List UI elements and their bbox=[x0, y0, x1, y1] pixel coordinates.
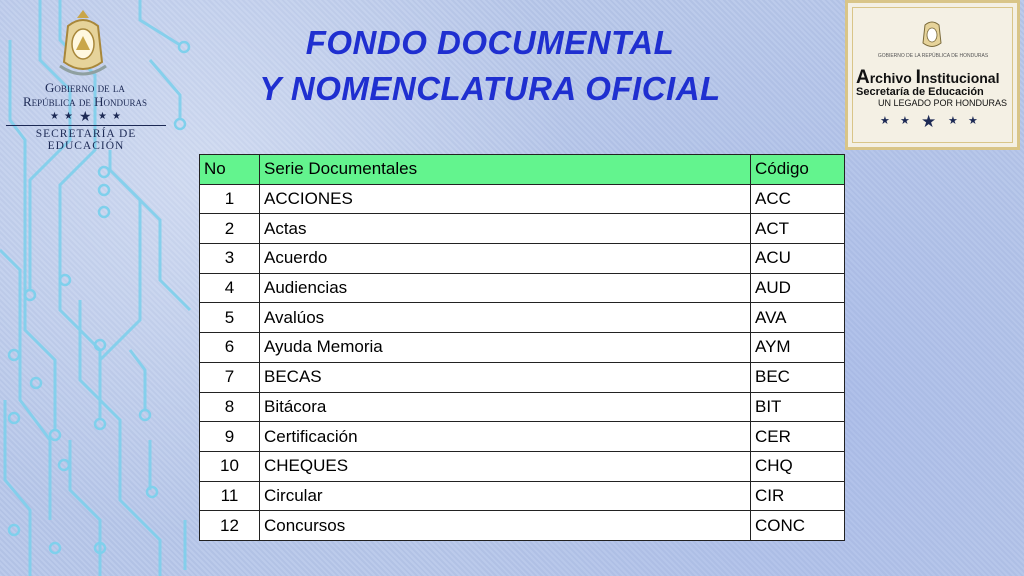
cell-no: 10 bbox=[200, 451, 260, 481]
cell-codigo: ACT bbox=[751, 214, 845, 244]
cell-no: 11 bbox=[200, 481, 260, 511]
cell-no: 9 bbox=[200, 422, 260, 452]
cell-codigo: AVA bbox=[751, 303, 845, 333]
stars-icon bbox=[878, 109, 988, 129]
svg-text:★: ★ bbox=[50, 111, 59, 122]
table-row bbox=[200, 184, 845, 214]
cell-codigo: BIT bbox=[751, 392, 845, 422]
cell-serie: Ayuda Memoria bbox=[260, 333, 751, 363]
table-row bbox=[200, 481, 845, 511]
nomenclature-table bbox=[199, 154, 845, 541]
cell-codigo: CONC bbox=[751, 511, 845, 541]
stars-icon bbox=[48, 108, 128, 122]
badge-initial-i: I bbox=[915, 67, 921, 88]
svg-text:★: ★ bbox=[968, 114, 978, 127]
cell-serie: Acuerdo bbox=[260, 244, 751, 274]
table-row bbox=[200, 392, 845, 422]
cell-serie: Actas bbox=[260, 214, 751, 244]
badge-archivo-rest: rchivo bbox=[869, 70, 916, 86]
government-line-1: Gobierno de la bbox=[45, 80, 125, 95]
cell-codigo: AUD bbox=[751, 273, 845, 303]
svg-text:★: ★ bbox=[880, 114, 890, 127]
cell-codigo: ACU bbox=[751, 244, 845, 274]
header-serie: Serie Documentales bbox=[260, 155, 751, 185]
cell-serie: BECAS bbox=[260, 362, 751, 392]
government-line-2: República de Honduras bbox=[22, 94, 148, 109]
cell-serie: ACCIONES bbox=[260, 184, 751, 214]
cell-no: 12 bbox=[200, 511, 260, 541]
cell-codigo: ACC bbox=[751, 184, 845, 214]
cell-serie: CHEQUES bbox=[260, 451, 751, 481]
svg-text:★: ★ bbox=[112, 111, 121, 122]
cell-no: 3 bbox=[200, 244, 260, 274]
cell-no: 4 bbox=[200, 273, 260, 303]
cell-no: 1 bbox=[200, 184, 260, 214]
table-row bbox=[200, 451, 845, 481]
table-row bbox=[200, 214, 845, 244]
cell-serie: Audiencias bbox=[260, 273, 751, 303]
svg-text:★: ★ bbox=[79, 109, 92, 122]
cell-no: 7 bbox=[200, 362, 260, 392]
cell-serie: Circular bbox=[260, 481, 751, 511]
badge-secretaria: Secretaría de Educación bbox=[856, 86, 984, 98]
cell-codigo: CER bbox=[751, 422, 845, 452]
table-row bbox=[200, 422, 845, 452]
cell-codigo: AYM bbox=[751, 333, 845, 363]
cell-no: 5 bbox=[200, 303, 260, 333]
badge-legado: UN LEGADO POR HONDURAS bbox=[878, 98, 1008, 108]
cell-codigo: CIR bbox=[751, 481, 845, 511]
svg-text:★: ★ bbox=[948, 114, 958, 127]
header-no: No bbox=[200, 155, 260, 185]
table-row bbox=[200, 273, 845, 303]
badge-initial-a: A bbox=[856, 67, 870, 88]
coat-of-arms-icon bbox=[920, 17, 944, 51]
header-codigo: Código bbox=[751, 155, 845, 185]
cell-serie: Concursos bbox=[260, 511, 751, 541]
svg-text:★: ★ bbox=[64, 111, 73, 122]
svg-text:★: ★ bbox=[900, 114, 910, 127]
cell-codigo: BEC bbox=[751, 362, 845, 392]
cell-serie: Avalúos bbox=[260, 303, 751, 333]
table-header-row bbox=[200, 155, 845, 185]
secretaria-label: SECRETARÍA DE EDUCACIÓN bbox=[6, 125, 166, 152]
table-row bbox=[200, 303, 845, 333]
government-logo bbox=[0, 0, 170, 150]
cell-no: 8 bbox=[200, 392, 260, 422]
table-row bbox=[200, 244, 845, 274]
table-row bbox=[200, 333, 845, 363]
svg-text:★: ★ bbox=[921, 112, 937, 129]
page-title-line-2: Y NOMENCLATURA OFICIAL bbox=[259, 70, 721, 107]
archivo-institucional-badge bbox=[845, 0, 1020, 150]
cell-no: 6 bbox=[200, 333, 260, 363]
svg-text:★: ★ bbox=[98, 111, 107, 122]
cell-serie: Bitácora bbox=[260, 392, 751, 422]
badge-gov-text: GOBIERNO DE LA REPÚBLICA DE HONDURAS bbox=[877, 53, 989, 59]
cell-codigo: CHQ bbox=[751, 451, 845, 481]
coat-of-arms-icon bbox=[56, 6, 110, 78]
page-title-line-1: FONDO DOCUMENTAL bbox=[305, 24, 675, 61]
cell-serie: Certificación bbox=[260, 422, 751, 452]
table-row bbox=[200, 362, 845, 392]
badge-institucional-rest: nstitucional bbox=[920, 70, 1000, 86]
table-row bbox=[200, 511, 845, 541]
cell-no: 2 bbox=[200, 214, 260, 244]
